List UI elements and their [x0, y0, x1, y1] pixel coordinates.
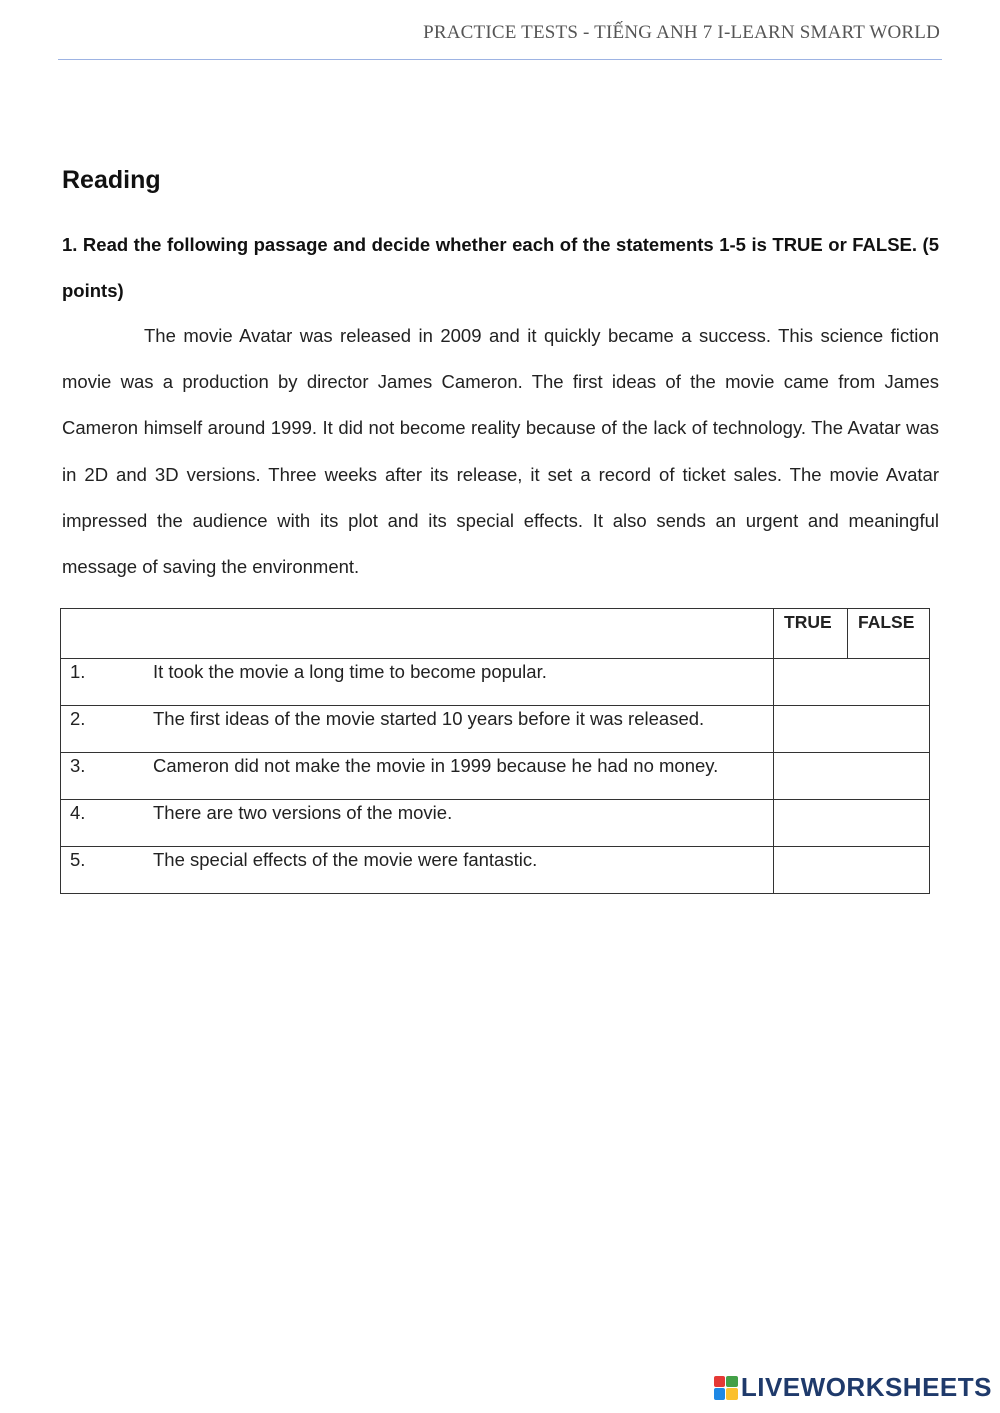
statement-number: 2. [70, 708, 86, 729]
section-title: Reading [62, 166, 161, 194]
table-row [61, 847, 930, 894]
statement-cell [61, 659, 774, 706]
answer-cell[interactable] [774, 659, 930, 706]
logo-square-blue [714, 1388, 726, 1400]
statement-text: Cameron did not make the movie in 1999 because he had no money. [153, 755, 719, 776]
true-false-table [60, 608, 930, 894]
statement-cell [61, 706, 774, 753]
statement-cell [61, 847, 774, 894]
table-header-row [61, 609, 930, 659]
table-row [61, 706, 930, 753]
answer-cell[interactable] [774, 847, 930, 894]
table-row [61, 753, 930, 800]
statement-number: 3. [70, 755, 86, 776]
statement-number: 5. [70, 849, 86, 870]
reading-passage [62, 313, 939, 590]
passage-text: The movie Avatar was released in 2009 and it quickly became a success. This science fiction movie was a production by director James Cameron. The first ideas of the movie came from James Cameron himself around 1999. It did not become reality because of the lack of technology. The Avatar was in 2D and 3D versions. Three weeks after its release, it set a record of ticket sales. The movie Avatar impressed the audience with its plot and its special effects. It also sends an urgent and meaningful message of saving the environment. [62, 325, 939, 578]
statement-cell [61, 800, 774, 847]
liveworksheets-branding [714, 1372, 992, 1403]
answer-cell[interactable] [774, 706, 930, 753]
false-column-header: FALSE [848, 609, 930, 659]
statement-number: 4. [70, 802, 86, 823]
brand-name: LIVEWORKSHEETS [740, 1372, 992, 1402]
answer-cell[interactable] [774, 800, 930, 847]
statement-text: There are two versions of the movie. [153, 802, 453, 823]
statement-number: 1. [70, 661, 86, 682]
statement-column-header [61, 609, 774, 659]
statement-text: The special effects of the movie were fantastic. [153, 849, 538, 870]
answer-cell[interactable] [774, 753, 930, 800]
table-row [61, 659, 930, 706]
statement-text: It took the movie a long time to become popular. [153, 661, 547, 682]
logo-square-yellow [726, 1388, 738, 1400]
page-header: PRACTICE TESTS - TIẾNG ANH 7 I-LEARN SMART WORLD [423, 22, 940, 43]
true-column-header: TRUE [774, 609, 848, 659]
statement-cell [61, 753, 774, 800]
exercise-instruction: 1. Read the following passage and decide whether each of the statements 1-5 is TRUE or FALSE. (5 points) [62, 234, 939, 301]
header-divider [58, 59, 942, 60]
logo-square-green [726, 1376, 738, 1388]
statement-text: The first ideas of the movie started 10 years before it was released. [153, 708, 705, 729]
table-row [61, 800, 930, 847]
liveworksheets-logo-icon [714, 1376, 738, 1400]
logo-square-red [714, 1376, 726, 1388]
